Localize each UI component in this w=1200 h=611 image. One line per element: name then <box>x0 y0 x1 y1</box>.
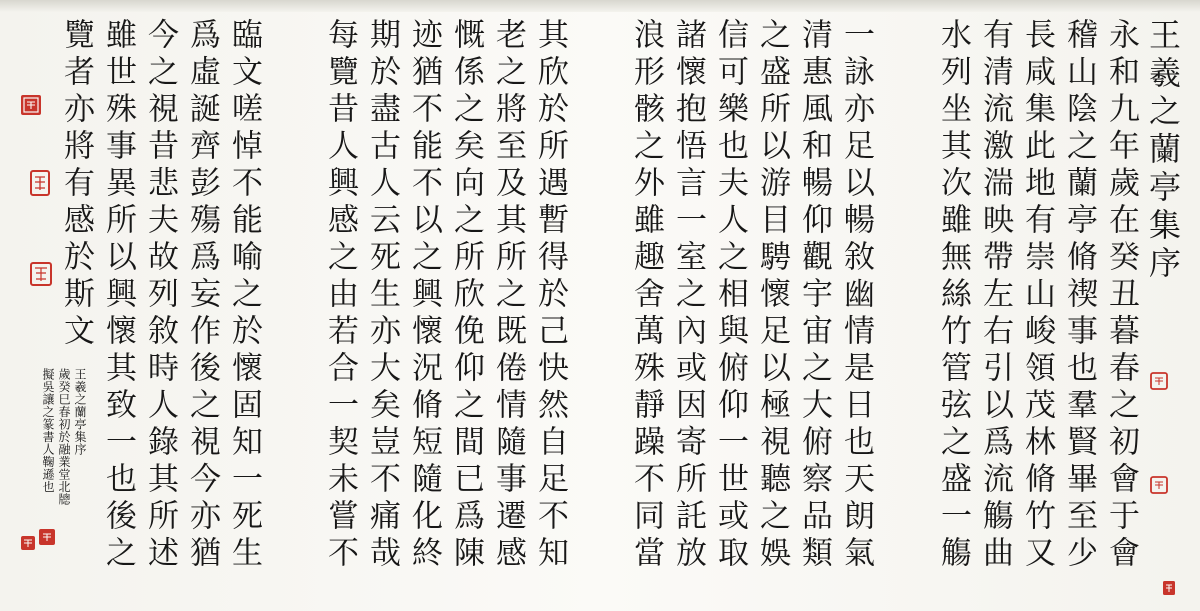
panel-1 <box>58 18 268 593</box>
text-column: 慨係之矣向之所欣俛仰之間已爲陳 <box>448 18 484 573</box>
text-column: 之盛所以游目騁懷足以極視聽之娛 <box>754 18 790 573</box>
text-column: 永和九年歲在癸丑暮春之初會于會 <box>1103 18 1139 573</box>
seal-stamp <box>20 94 42 116</box>
seal-stamp <box>30 170 50 196</box>
text-column: 長咸集此地有崇山峻領茂林脩竹又 <box>1019 18 1055 573</box>
text-column: 臨文嗟悼不能喻之於懷固知一死生 <box>226 18 262 573</box>
inscription-line: 歲癸巳春初於融業堂北牕 <box>57 368 71 506</box>
seal-stamp <box>1162 580 1176 596</box>
text-column: 王羲之蘭亭集序 <box>1144 18 1182 284</box>
text-column: 老之將至及其所之既倦情隨事遷感 <box>490 18 526 573</box>
panel-4 <box>935 18 1185 593</box>
text-column: 稽山陰之蘭亭脩禊事也羣賢畢至少 <box>1061 18 1097 573</box>
text-column: 有清流激湍映帶左右引以爲流觴曲 <box>977 18 1013 573</box>
text-column: 諸懷抱悟言一室之內或因寄所託放 <box>670 18 706 573</box>
panel-2 <box>322 18 574 593</box>
text-column: 每覽昔人興感之由若合一契未嘗不 <box>322 18 358 573</box>
paper-edge <box>0 0 1200 12</box>
inscription-line: 王羲之蘭亭集序 <box>73 368 87 456</box>
text-column: 雖世殊事異所以興懷其致一也後之 <box>100 18 136 573</box>
seal-stamp <box>38 528 56 546</box>
text-column: 浪形骸之外雖趣舍萬殊靜躁不同當 <box>628 18 664 573</box>
panel-3 <box>628 18 880 593</box>
text-column: 爲虛誕齊彭殤爲妄作後之視今亦猶 <box>184 18 220 573</box>
text-column: 期於盡古人云死生亦大矣豈不痛哉 <box>364 18 400 573</box>
text-column: 迹猶不能不以之興懷況脩短隨化終 <box>406 18 442 573</box>
text-column: 其欣於所遇暫得於己快然自足不知 <box>532 18 568 573</box>
seal-stamp <box>1150 372 1168 390</box>
text-column: 信可樂也夫人之相與俯仰一世或取 <box>712 18 748 573</box>
text-column: 今之視昔悲夫故列敘時人錄其所述 <box>142 18 178 573</box>
text-column: 水列坐其次雖無絲竹管弦之盛一觴 <box>935 18 971 573</box>
text-column: 清惠風和暢仰觀宇宙之大俯察品類 <box>796 18 832 573</box>
seal-stamp <box>20 535 36 551</box>
inscription-line: 擬吳讓之篆書人鞠遜也 <box>41 368 55 493</box>
text-column: 覽者亦將有感於斯文 <box>58 18 94 351</box>
seal-stamp <box>30 262 52 286</box>
seal-stamp <box>1150 476 1168 494</box>
text-column: 一詠亦足以暢敘幽情是日也天朗氣 <box>838 18 874 573</box>
